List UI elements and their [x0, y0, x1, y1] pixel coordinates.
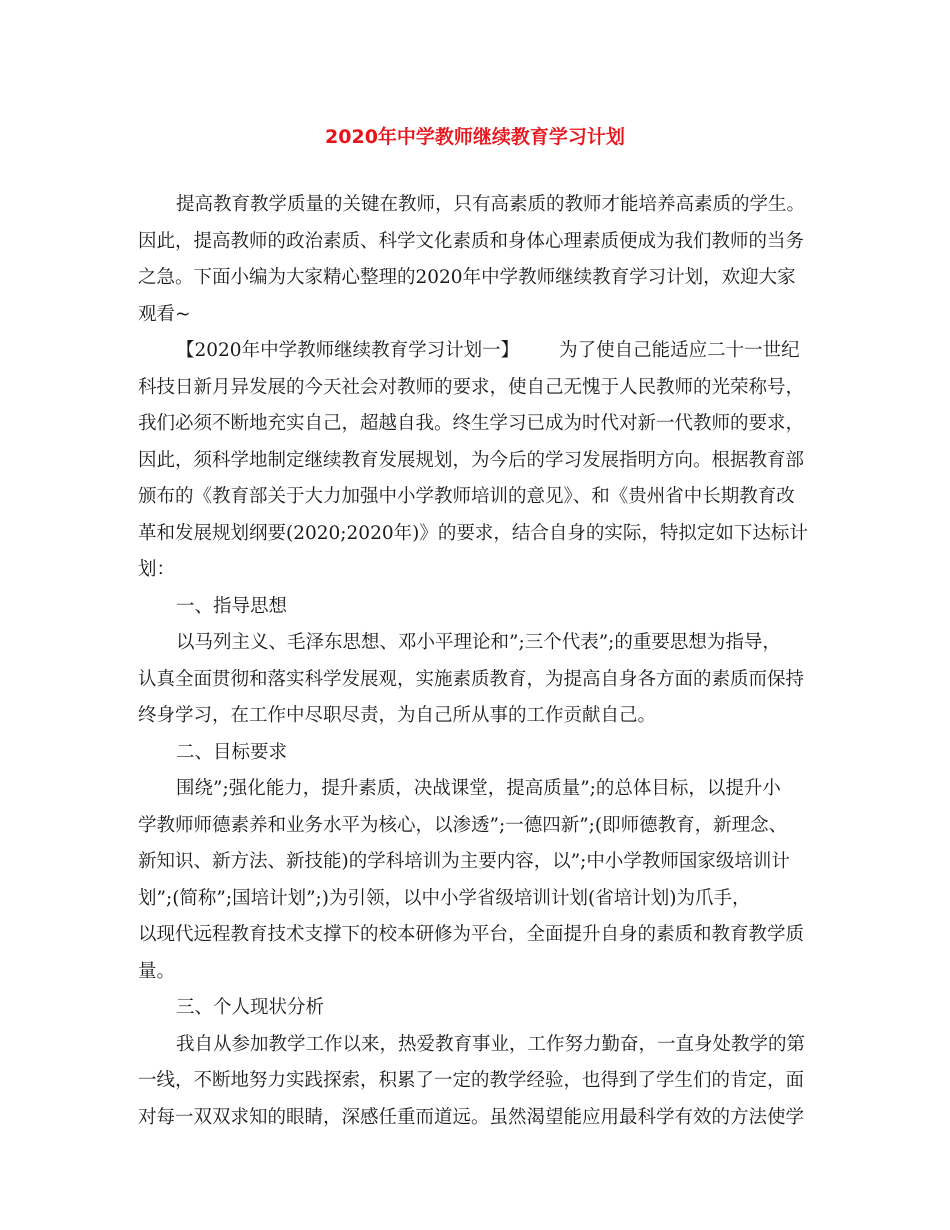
paragraph-line: 以马列主义、毛泽东思想、邓小平理论和”;三个代表”;的重要思想为指导， — [176, 632, 781, 653]
section-heading: 一、指导思想 — [176, 596, 288, 617]
paragraph-line: 因此，须科学地制定继续教育发展规划，为今后的学习发展指明方向。根据教育部 — [138, 450, 805, 471]
paragraph-line: 围绕”;强化能力，提升素质，决战课堂，提高质量”;的总体目标，以提升小 — [176, 778, 781, 799]
paragraph-line: 因此，提高教师的政治素质、科学文化素质和身体心理素质便成为我们教师的当务 — [138, 231, 805, 252]
section-heading: 二、目标要求 — [176, 742, 288, 763]
paragraph-line: 学教师师德素养和业务水平为核心，以渗透”;一德四新”;(即师德教育，新理念、 — [138, 815, 788, 836]
paragraph-line: 量。 — [138, 961, 176, 982]
paragraph-line: 一线，不断地努力实践探索，积累了一定的教学经验，也得到了学生们的肯定，面 — [138, 1070, 805, 1091]
section-heading-plan-one: 【2020年中学教师继续教育学习计划一】 — [176, 340, 520, 361]
paragraph-line: 以现代远程教育技术支撑下的校本研修为平台，全面提升自身的素质和教育教学质 — [138, 924, 805, 945]
paragraph-line: 终身学习，在工作中尽职尽责，为自己所从事的工作贡献自己。 — [138, 705, 657, 726]
paragraph-line: 颁布的《教育部关于大力加强中小学教师培训的意见》、和《贵州省中长期教育改 — [138, 486, 795, 507]
paragraph-text: 为了使自己能适应二十一世纪 — [559, 340, 800, 361]
paragraph-line: 我自从参加教学工作以来，热爱教育事业，工作努力勤奋，一直身处教学的第 — [176, 1034, 806, 1055]
paragraph-line: 划”;(简称”;国培计划”;)为引领，以中小学省级培训计划(省培计划)为爪手， — [138, 888, 751, 909]
paragraph-line: 观看~ — [138, 304, 191, 325]
paragraph-line: 对每一双双求知的眼睛，深感任重而道远。虽然渴望能应用最科学有效的方法使学 — [138, 1107, 805, 1128]
paragraph-line: 我们必须不断地充实自己，超越自我。终生学习已成为时代对新一代教师的要求， — [138, 413, 805, 434]
paragraph-line: 革和发展规划纲要(2020;2020年)》的要求，结合自身的实际，特拟定如下达标计 — [138, 523, 808, 544]
paragraph-line: 之急。下面小编为大家精心整理的2020年中学教师继续教育学习计划，欢迎大家 — [138, 267, 796, 288]
paragraph-line: 科技日新月异发展的今天社会对教师的要求，使自己无愧于人民教师的光荣称号， — [138, 377, 805, 398]
paragraph-line: 认真全面贯彻和落实科学发展观，实施素质教育，为提高自身各方面的素质而保持 — [138, 669, 805, 690]
section-line — [176, 338, 800, 364]
paragraph-line: 提高教育教学质量的关键在教师，只有高素质的教师才能培养高素质的学生。 — [176, 194, 806, 215]
paragraph-line: 划： — [138, 559, 176, 580]
paragraph-line: 新知识、新方法、新技能)的学科培训为主要内容，以”;中小学教师国家级培训计 — [138, 851, 790, 872]
section-heading: 三、个人现状分析 — [176, 997, 325, 1018]
document-title: 2020年中学教师继续教育学习计划 — [325, 126, 625, 148]
